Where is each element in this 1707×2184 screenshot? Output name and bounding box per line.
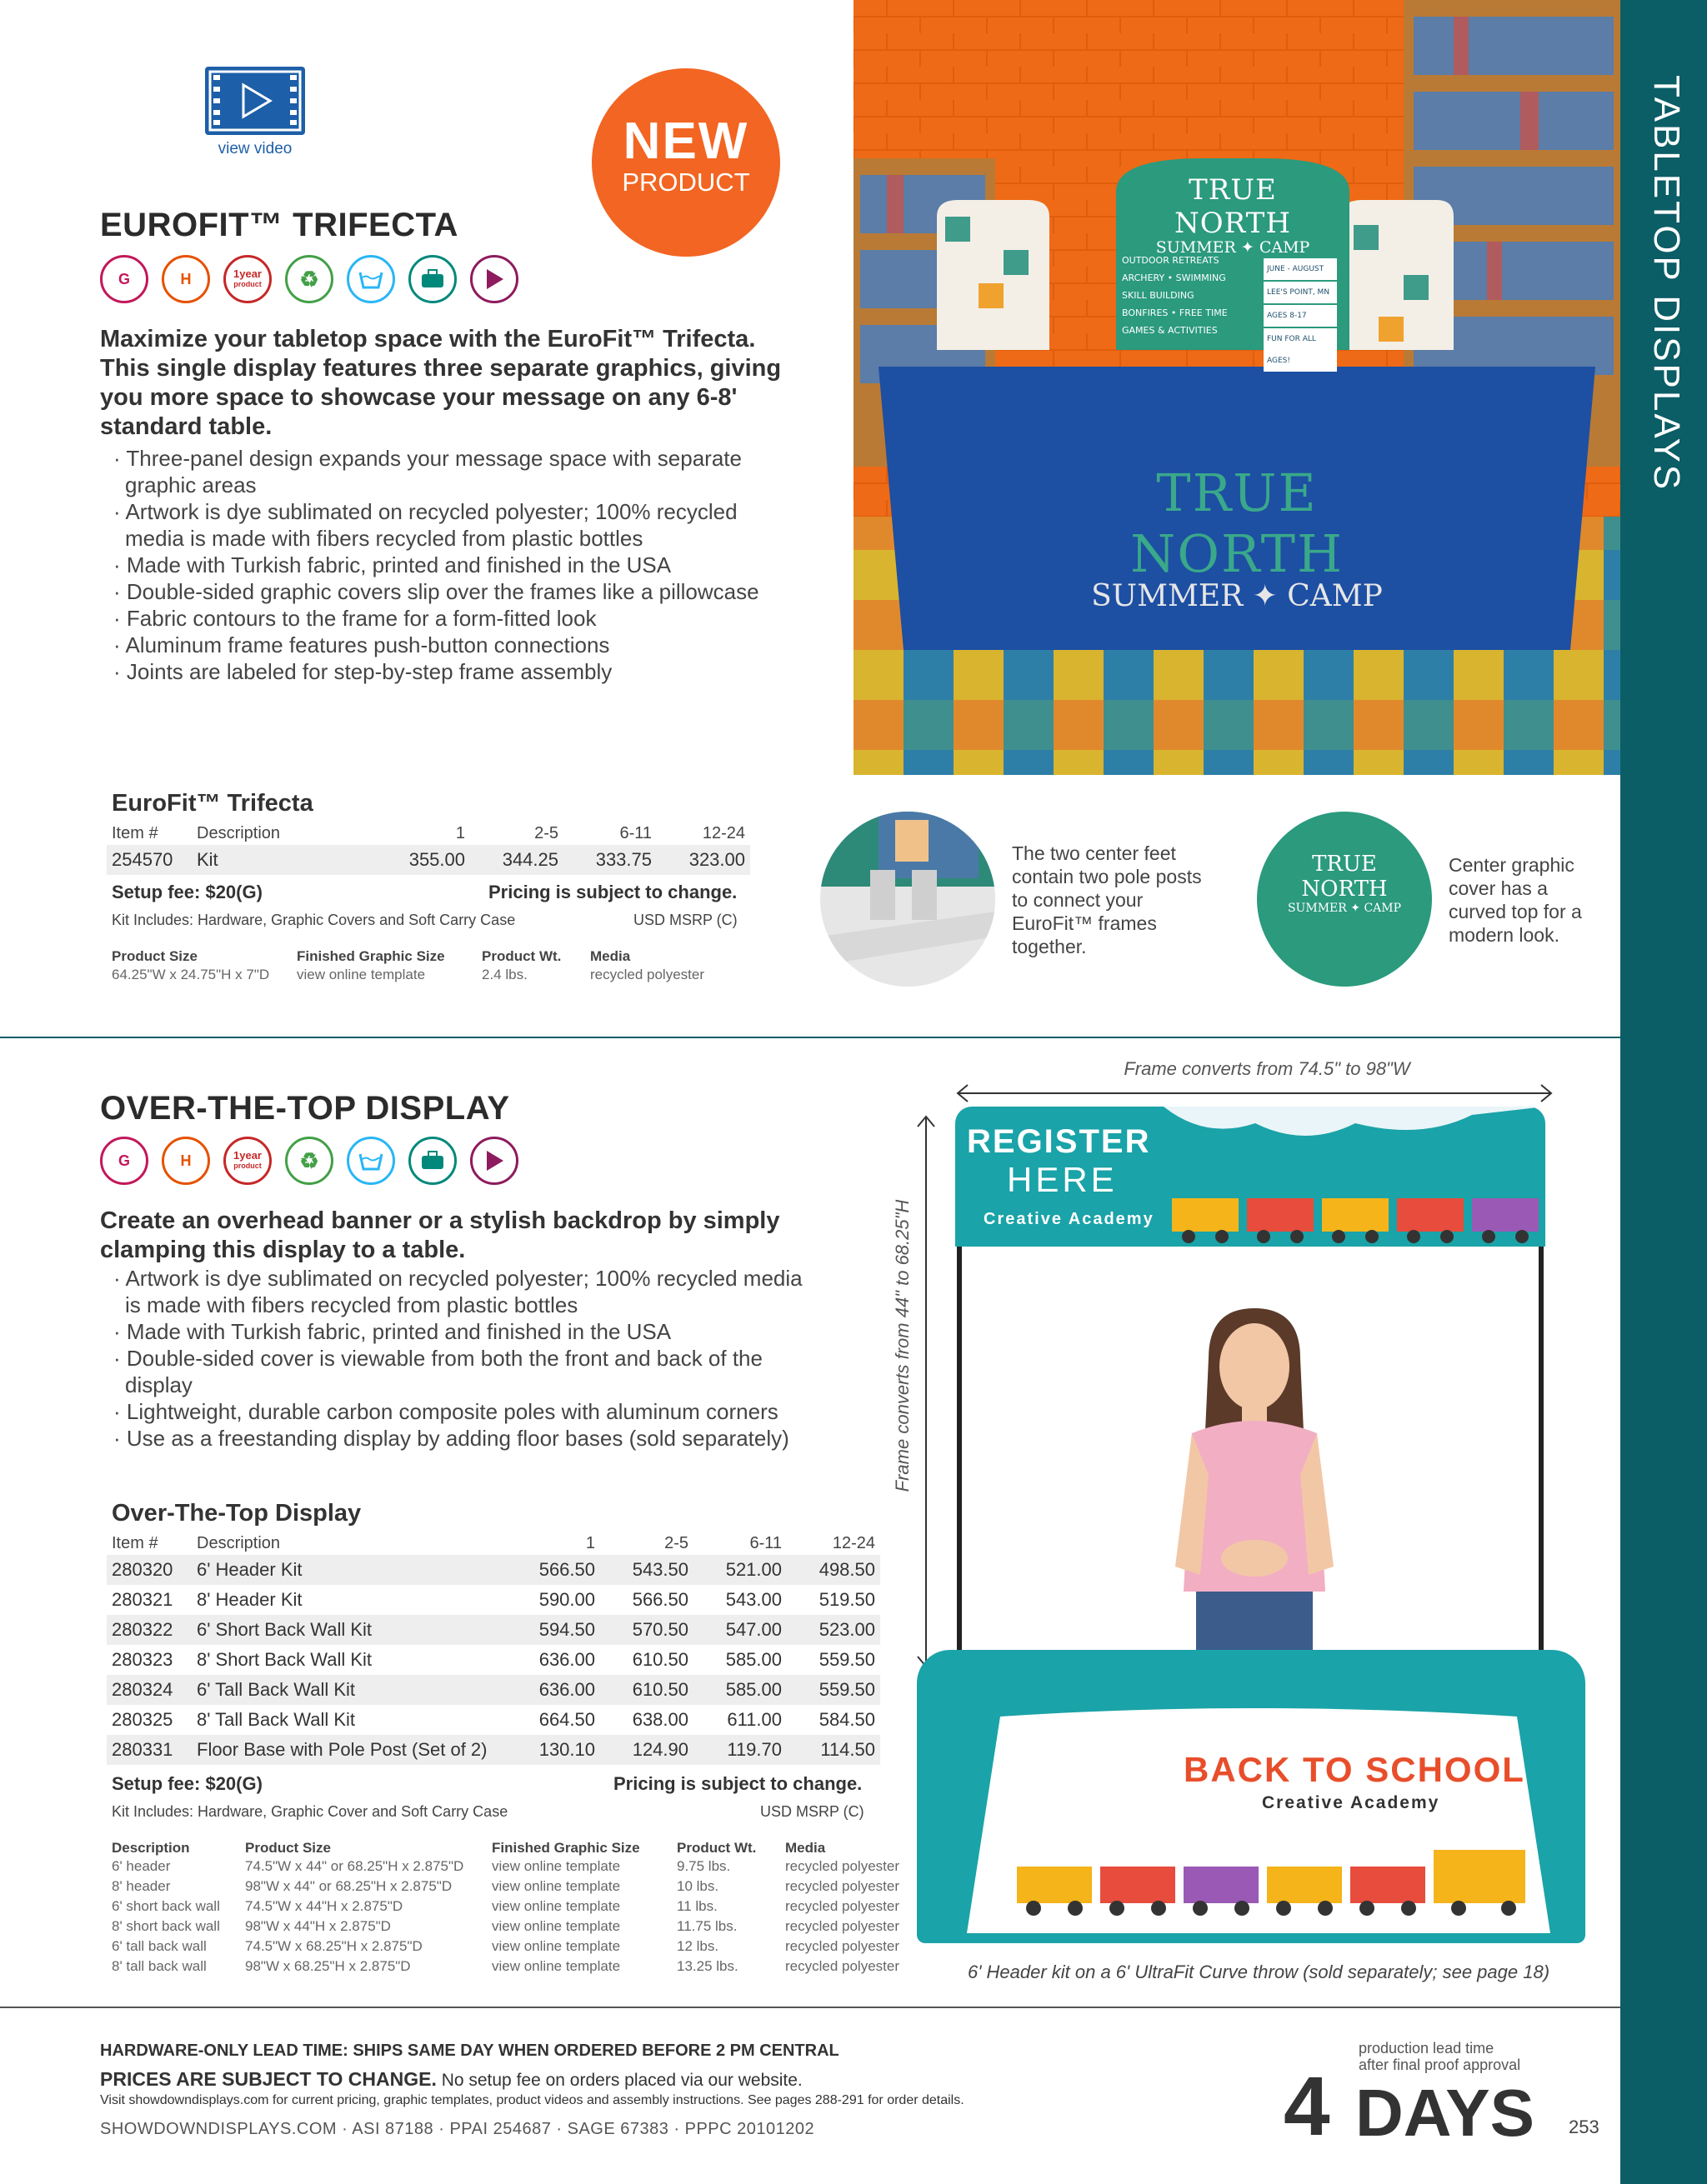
panel-title: TRUE NORTH <box>1174 173 1291 240</box>
lead-days-word: DAYS <box>1355 2076 1534 2150</box>
table-header: Product Size Finished Graphic Size Product Wt. Media <box>112 948 631 964</box>
industry-codes: SHOWDOWNDISPLAYS.COM · ASI 87188 · PPAI 254687 · SAGE 67383 · PPPC 20101202 <box>100 2120 815 2138</box>
eurofit-pricing-note: Pricing is subject to change. <box>488 882 738 902</box>
video-icon <box>470 255 518 303</box>
one-year-warranty-icon: 1year product <box>223 1137 272 1185</box>
case-glyph <box>420 269 445 289</box>
ott-kit-includes: Kit Includes: Hardware, Graphic Cover and Soft Carry Case <box>112 1803 508 1820</box>
page-number: 253 <box>1569 2117 1599 2137</box>
list-item: · Three-panel design expands your message space with separate graphic areas <box>100 445 783 498</box>
eurofit-msrp: USD MSRP (C) <box>633 912 738 928</box>
footer-rule <box>0 2007 1620 2008</box>
section-divider <box>0 1037 1620 1038</box>
recycle-icon: ♻ <box>285 255 333 303</box>
lead-days-number: 4 <box>1284 2060 1330 2153</box>
panel-signpost: JUNE - AUGUST LEE'S POINT, MN AGES 8-17 FUN FOR ALL AGES! <box>1264 258 1337 372</box>
ott-pricing-note: Pricing is subject to change. <box>613 1773 863 1794</box>
eurofit-table-title: EuroFit™ Trifecta <box>112 790 313 817</box>
lead-time-note: HARDWARE-ONLY LEAD TIME: SHIPS SAME DAY WHEN ORDERED BEFORE 2 PM CENTRAL <box>100 2042 839 2060</box>
throw-title: BACK TO SCHOOL <box>1184 1750 1525 1789</box>
list-item: · Fabric contours to the frame for a form-fitted look <box>100 605 783 632</box>
ott-dimension-width: Frame converts from 74.5" to 98"W <box>917 1058 1617 1400</box>
ott-photo-caption: 6' Header kit on a 6' UltraFit Curve throw (sold separately; see page 18) <box>967 1962 1550 1982</box>
eurofit-feature-list <box>100 445 783 685</box>
view-video-button[interactable] <box>205 67 305 135</box>
recycle-icon: ♻ <box>285 1137 333 1185</box>
ott-dimension-height: Frame converts from 44" to 68.25"H <box>892 1199 913 1492</box>
ott-lead: Create an overhead banner or a stylish backdrop by simply clamping this display to a table. <box>100 1207 780 1263</box>
eurofit-lead: Maximize your tabletop space with the EuroFit™ Trifecta. This single display features three separate graphics, giving you more space to showcase your message on any 6-8' standard table. <box>100 326 782 440</box>
table-row: 280325 8' Tall Back Wall Kit 664.50 638.00 611.00 584.50 <box>112 1709 875 1730</box>
eurofit-scene <box>854 0 1620 775</box>
ott-msrp: USD MSRP (C) <box>760 1803 864 1820</box>
right-pole <box>1539 1247 1544 1675</box>
model-woman <box>1159 1308 1350 1675</box>
list-item: · Made with Turkish fabric, printed and finished in the USA <box>100 1318 817 1345</box>
list-item: · Use as a freestanding display by adding floor bases (sold separately) <box>100 1425 817 1452</box>
table-row: 280320 6' Header Kit 566.50 543.50 521.00 498.50 <box>107 1555 880 1585</box>
h-rating-icon: H <box>162 1137 210 1185</box>
throw-art <box>917 1650 1585 1943</box>
table-row: 64.25"W x 24.75"H x 7"D view online template 2.4 lbs. recycled polyester <box>112 967 705 982</box>
center-graphic-detail-photo <box>1257 812 1432 987</box>
throw-subtitle: Creative Academy <box>1262 1793 1440 1812</box>
list-item: · Aluminum frame features push-button connections <box>100 632 783 658</box>
play-glyph <box>483 267 505 291</box>
eurofit-setup-fee: Setup fee: $20(G) <box>112 882 263 902</box>
table-row: 280322 6' Short Back Wall Kit 594.50 570.50 547.00 523.00 <box>107 1615 880 1645</box>
carry-case-icon <box>408 1137 457 1185</box>
carry-case-icon <box>408 255 457 303</box>
badge-product: PRODUCT <box>622 167 750 197</box>
list-item: · Artwork is dye sublimated on recycled polyester; 100% recycled media is made with fibers recycled from plastic bottles <box>100 1265 817 1318</box>
list-item: · Double-sided graphic covers slip over the frames like a pillowcase <box>100 578 783 605</box>
wash-tub-glyph <box>358 1151 383 1171</box>
list-item: · Joints are labeled for step-by-step frame assembly <box>100 658 783 685</box>
table-row: 8' short back wall 98"W x 44"H x 2.875"D view online template 11.75 lbs. recycled polyester <box>112 1918 900 1934</box>
ott-feature-icons <box>100 1137 518 1185</box>
case-glyph <box>420 1151 445 1171</box>
thumb-graphic: TRUE NORTH SUMMER ✦ CAMP <box>1287 852 1402 915</box>
g-rating-icon: G <box>100 1137 148 1185</box>
ott-table-title: Over-The-Top Display <box>112 1500 362 1527</box>
feet-detail-graphic <box>820 812 995 987</box>
feet-detail-photo <box>820 812 995 987</box>
left-pole <box>957 1247 962 1675</box>
eurofit-kit-includes: Kit Includes: Hardware, Graphic Covers and Soft Carry Case <box>112 912 516 928</box>
table-header: Description Product Size Finished Graphic Size Product Wt. Media <box>112 1840 826 1856</box>
visit-note: Visit showdowndisplays.com for current pricing, graphic templates, product videos and assembly instructions. See pages 288-291 for order details. <box>100 2093 964 2107</box>
eurofit-spec-table <box>112 948 713 985</box>
new-product-badge <box>592 68 780 257</box>
list-item: · Lightweight, durable carbon composite poles with aluminum corners <box>100 1398 817 1425</box>
feet-caption: The two center feet contain two pole posts to connect your EuroFit™ frames together. <box>1012 842 1202 957</box>
ott-spec-table <box>112 1840 908 1977</box>
ott-title: OVER-THE-TOP DISPLAY <box>100 1090 510 1127</box>
washable-icon <box>347 1137 395 1185</box>
eurofit-title: EUROFIT™ TRIFECTA <box>100 207 458 243</box>
view-video-link[interactable]: view video <box>218 140 293 157</box>
center-graphic-caption: Center graphic cover has a curved top for a modern look. <box>1449 854 1582 946</box>
table-row: 280321 8' Header Kit 590.00 566.50 543.00 519.50 <box>112 1589 875 1610</box>
section-title: TABLETOP DISPLAYS <box>1646 75 1687 492</box>
production-lead-label: production lead time after final proof approval <box>1359 2040 1521 2073</box>
table-row: 280324 6' Tall Back Wall Kit 636.00 610.50 585.00 559.50 <box>107 1675 880 1705</box>
list-item: · Made with Turkish fabric, printed and finished in the USA <box>100 552 783 578</box>
ott-setup-fee: Setup fee: $20(G) <box>112 1773 263 1794</box>
banner-line2: HERE <box>1007 1160 1118 1199</box>
height-arrow <box>915 1113 937 1670</box>
banner-line3: Creative Academy <box>984 1210 1154 1228</box>
prices-note: PRICES ARE SUBJECT TO CHANGE. No setup fee on orders placed via our website. <box>100 2068 803 2090</box>
h-rating-icon: H <box>162 255 210 303</box>
ott-feature-list <box>100 1265 817 1452</box>
table-header: Item # Description 1 2-5 6-11 12-24 <box>112 823 745 842</box>
ott-price-table <box>107 1532 880 1765</box>
throw-title: TRUE NORTH <box>1129 462 1344 584</box>
throw-subtitle: SUMMER ✦ CAMP <box>1091 579 1383 613</box>
table-row: 280323 8' Short Back Wall Kit 636.00 610.50 585.00 559.50 <box>112 1649 875 1670</box>
list-item: · Double-sided cover is viewable from both the front and back of the display <box>100 1345 817 1398</box>
banner-line1: REGISTER <box>967 1123 1151 1160</box>
eurofit-product-photo <box>854 0 1620 775</box>
table-throw <box>917 1650 1585 1943</box>
table-row: 6' short back wall 74.5"W x 44"H x 2.875"D view online template 11 lbs. recycled polyester <box>112 1898 900 1914</box>
panel-activity-list: OUTDOOR RETREATS ARCHERY • SWIMMING SKILL BUILDING BONFIRES • FREE TIME GAMES & ACTIVITIES <box>1122 255 1228 336</box>
eurofit-feature-icons <box>100 255 518 303</box>
eurofit-price-table <box>107 822 750 875</box>
panel-subtitle: SUMMER ✦ CAMP <box>1155 238 1310 257</box>
g-rating-icon: G <box>100 255 148 303</box>
table-row: 280331 Floor Base with Pole Post (Set of 2) 130.10 124.90 119.70 114.50 <box>107 1735 880 1765</box>
badge-new: NEW <box>623 112 749 170</box>
table-row: 8' header 98"W x 44" or 68.25"H x 2.875"D view online template 10 lbs. recycled polyester <box>112 1878 900 1894</box>
one-year-warranty-icon: 1year product <box>223 255 272 303</box>
video-icon <box>470 1137 518 1185</box>
table-row: 6' header 74.5"W x 44" or 68.25"H x 2.875"D view online template 9.75 lbs. recycled polyester <box>112 1858 900 1874</box>
header-banner <box>955 1107 1545 1247</box>
throw-graphic <box>1079 462 1395 613</box>
table-header: Item # Description 1 2-5 6-11 12-24 <box>112 1533 875 1552</box>
video-play-icon <box>205 67 305 135</box>
play-glyph <box>483 1149 505 1172</box>
width-arrow <box>954 1083 1554 1103</box>
list-item: · Artwork is dye sublimated on recycled polyester; 100% recycled media is made with fibers recycled from plastic bottles <box>100 498 783 552</box>
table-row: 6' tall back wall 74.5"W x 68.25"H x 2.875"D view online template 12 lbs. recycled polyester <box>112 1938 900 1954</box>
center-panel-graphic <box>1129 173 1337 257</box>
wash-tub-glyph <box>358 269 383 289</box>
table-row: 8' tall back wall 98"W x 68.25"H x 2.875"D view online template 13.25 lbs. recycled polyester <box>112 1958 900 1974</box>
table-row: 254570 Kit 355.00 344.25 333.75 323.00 <box>107 845 750 875</box>
washable-icon <box>347 255 395 303</box>
